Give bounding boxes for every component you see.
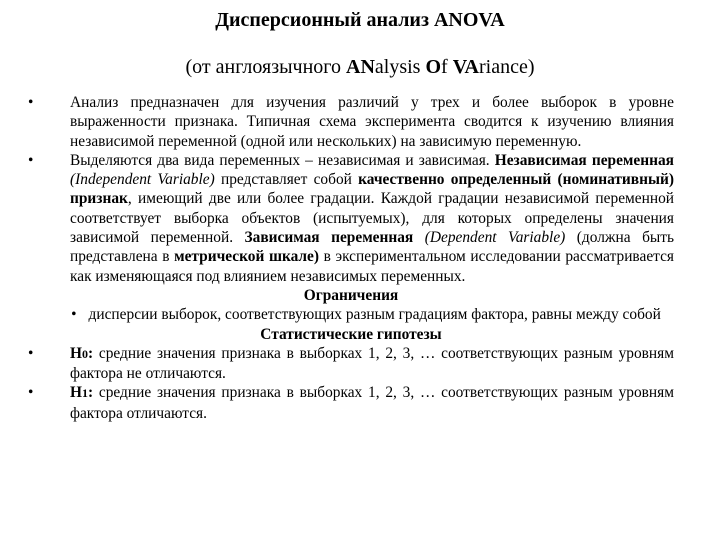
- bullet-paragraph-variables: [28, 151, 674, 286]
- h1-index: 1: [81, 386, 88, 401]
- independent-variable-english: (Independent Variable): [70, 171, 215, 189]
- bullet-icon: •: [28, 344, 34, 362]
- slide-content: [28, 93, 674, 423]
- variables-text-7: в экспериментальном исследовании рассматривается как изменяющаяся под влиянием независимых переменных.: [70, 248, 674, 285]
- subtitle-bold-va: VA: [452, 56, 479, 78]
- subtitle-text-riance: riance): [479, 56, 535, 78]
- h0-index: 0: [81, 346, 88, 361]
- hypothesis-h1: [28, 383, 674, 423]
- bullet-icon: •: [28, 151, 34, 169]
- variables-text-1: Выделяются два вида переменных – независимая и зависимая.: [70, 151, 495, 169]
- limits-item-text: дисперсии выборок, соответствующих разным градациям фактора, равны между собой: [88, 306, 661, 324]
- paragraph-purpose-text: Анализ предназначен для изучения различий у трех и более выборок в уровне выраженности признака. Типичная схема эксперимента сводится к изучению влияния независимой переменной (одной или нескольких) на зависимую переменную.: [70, 94, 674, 150]
- variables-text-5: [413, 229, 424, 246]
- variables-text-3: представляет собой: [214, 171, 359, 189]
- hypotheses-heading-text: Статистические гипотезы: [260, 325, 442, 343]
- subtitle-bold-an: AN: [346, 56, 375, 78]
- slide-title: Дисперсионный анализ ANOVA: [215, 9, 505, 31]
- h0-label: [70, 345, 93, 362]
- slide-subtitle: [0, 54, 720, 80]
- bullet-icon: •: [28, 94, 34, 111]
- hypotheses-heading: [28, 325, 674, 344]
- variables-text-6: (должна быть представлена в: [70, 229, 674, 266]
- h0-letter: H: [70, 344, 82, 362]
- h1-colon: :: [87, 384, 94, 402]
- bullet-icon: •: [28, 384, 34, 402]
- hypothesis-h0: [28, 344, 674, 384]
- subtitle-text-f: f: [441, 56, 453, 78]
- h0-text: средние значения признака в выборках 1, 2, 3, … соответствующих разным уровням фактора не отличаются.: [70, 344, 674, 383]
- variables-text-4: , имеющий две или более градации. Каждой градации независимой переменной соответствует выборка объектов (испытуемых), для которых определены значения зависимой переменной.: [70, 190, 674, 247]
- h1-label: [70, 384, 93, 401]
- h1-text: средние значения признака в выборках 1, 2, 3, … соответствующих разным уровням фактора отличаются.: [70, 384, 674, 422]
- qualitative-feature-term: качественно определенный (номинативный) признак: [70, 171, 674, 208]
- limits-heading-text: Ограничения: [303, 286, 399, 304]
- subtitle-text-alysis: alysis: [374, 56, 426, 78]
- metric-scale-term: метрической шкале): [174, 248, 319, 266]
- h0-colon: :: [87, 344, 94, 362]
- bullet-icon: •: [71, 306, 77, 324]
- bullet-paragraph-purpose: [28, 93, 674, 151]
- dependent-variable-term: Зависимая переменная: [244, 229, 414, 247]
- limits-heading: [28, 286, 674, 305]
- dependent-variable-english: (Dependent Variable): [424, 229, 566, 247]
- independent-variable-term: Независимая переменная: [494, 151, 674, 169]
- subtitle-bold-o: O: [425, 56, 442, 78]
- subtitle-prefix: (от англоязычного: [185, 56, 346, 78]
- limits-item: [28, 305, 674, 324]
- h1-letter: H: [70, 384, 82, 402]
